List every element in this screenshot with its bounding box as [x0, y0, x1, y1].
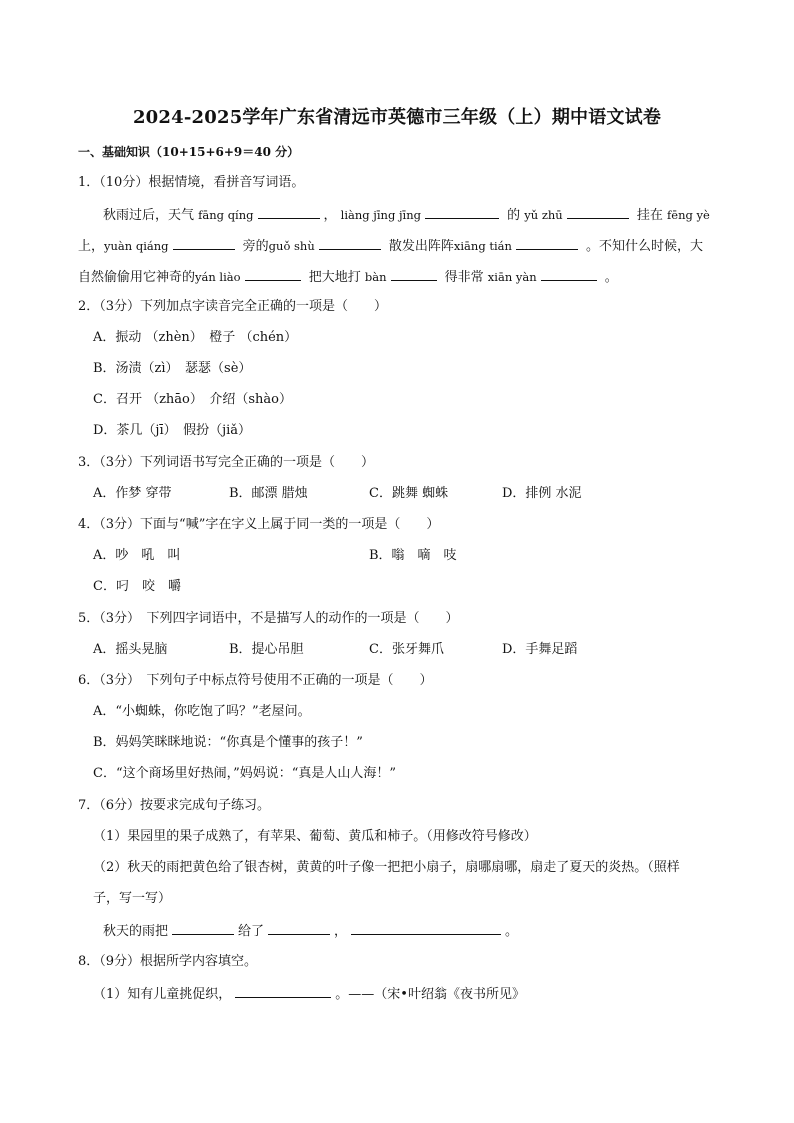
- question-8-stem: 8．（9分）根据所学内容填空。: [78, 954, 258, 969]
- pinyin: yǔ zhū: [524, 208, 563, 222]
- option-c[interactable]: C．跳舞 蜘蛛: [369, 486, 449, 501]
- answer-blank[interactable]: [391, 267, 437, 281]
- answer-blank[interactable]: [235, 984, 331, 998]
- option-c[interactable]: C．张牙舞爪: [369, 642, 444, 657]
- answer-blank[interactable]: [245, 267, 301, 281]
- question-5-stem: 5．（3分） 下列四字词语中，不是描写人的动作的一项是（ ）: [78, 611, 459, 626]
- question-6-stem: 6．（3分） 下列句子中标点符号使用不正确的一项是（ ）: [78, 673, 433, 688]
- option-d[interactable]: D．排例 水泥: [502, 486, 582, 501]
- pinyin: yuàn qiáng: [104, 239, 169, 253]
- question-8-sub-1: （1）知有儿童挑促织， 。——（宋•叶绍翁《夜书所见》: [93, 984, 525, 1004]
- option-a[interactable]: A．摇头晃脑: [93, 642, 168, 657]
- question-7-sub-2-cont: 子，写一写）: [93, 891, 172, 906]
- question-3-stem: 3．（3分）下列词语书写完全正确的一项是（ ）: [78, 455, 375, 470]
- option-b[interactable]: B．提心吊胆: [229, 642, 304, 657]
- question-7-sub-2: （2）秋天的雨把黄色给了银杏树，黄黄的叶子像一把把小扇子，扇哪扇哪，扇走了夏天的炎热。（照样: [93, 860, 680, 875]
- answer-blank[interactable]: [173, 236, 235, 250]
- option-c[interactable]: C．叼 咬 嚼: [93, 579, 181, 594]
- answer-blank[interactable]: [425, 205, 499, 219]
- pinyin: bàn: [364, 270, 387, 284]
- pinyin: fēng yè: [667, 208, 710, 222]
- section-heading: 一、基础知识（10+15+6+9＝40 分）: [78, 145, 300, 159]
- option-a[interactable]: A．“小蜘蛛，你吃饱了吗？”老屋问。: [93, 704, 311, 719]
- answer-blank[interactable]: [567, 205, 629, 219]
- pinyin: fāng qíng: [198, 208, 254, 222]
- question-7-stem: 7．（6分）按要求完成句子练习。: [78, 798, 271, 813]
- option-d[interactable]: D．茶几（jī） 假扮（jiǎ）: [93, 423, 252, 438]
- answer-blank[interactable]: [351, 921, 501, 935]
- answer-blank[interactable]: [319, 236, 381, 250]
- question-2-stem: 2．（3分）下列加点字读音完全正确的一项是（ ）: [78, 299, 388, 314]
- page-title: 2024-2025学年广东省清远市英德市三年级（上）期中语文试卷: [132, 107, 662, 128]
- option-b[interactable]: B．汤渍（zì） 瑟瑟（sè）: [93, 361, 252, 376]
- question-1-stem: 1．（10分）根据情境，看拼音写词语。: [78, 175, 305, 190]
- option-a[interactable]: A．吵 吼 叫: [93, 548, 181, 563]
- question-7-sub-1: （1）果园里的果子成熟了，有苹果、葡萄、黄瓜和柿子。（用修改符号修改）: [93, 829, 537, 844]
- option-b[interactable]: B．邮漂 腊烛: [229, 486, 308, 501]
- question-7-fill-line: 秋天的雨把 给了 ， 。: [103, 921, 518, 941]
- option-a[interactable]: A．作梦 穿带: [93, 486, 172, 501]
- answer-blank[interactable]: [541, 267, 597, 281]
- pinyin: yán liào: [195, 270, 241, 284]
- answer-blank[interactable]: [268, 921, 330, 935]
- question-1-line-3: 自然偷偷用它神奇的yán liào 把大地打 bàn 得非常 xiān yàn 。: [78, 267, 618, 287]
- option-b[interactable]: B．嗡 嘀 吱: [369, 548, 457, 563]
- question-1-line-1: 秋雨过后，天气 fāng qíng ， liàng jīng jīng 的 yǔ zhū 挂在 fēng yè: [103, 205, 710, 225]
- pinyin: liàng jīng jīng: [340, 208, 421, 222]
- option-c[interactable]: C．“这个商场里好热闹，”妈妈说：“真是人山人海！”: [93, 766, 397, 781]
- answer-blank[interactable]: [172, 921, 234, 935]
- option-c[interactable]: C．召开 （zhāo） 介绍（shào）: [93, 392, 292, 407]
- option-a[interactable]: A．振动 （zhèn） 橙子 （chén）: [93, 330, 298, 345]
- question-1-line-2: 上，yuàn qiáng 旁的guǒ shù 散发出阵阵xiāng tián 。不知什么时候，大: [78, 236, 703, 256]
- pinyin: guǒ shù: [268, 239, 315, 253]
- option-d[interactable]: D．手舞足蹈: [502, 642, 578, 657]
- answer-blank[interactable]: [258, 205, 320, 219]
- question-4-stem: 4．（3分）下面与“喊”字在字义上属于同一类的一项是（ ）: [78, 517, 440, 532]
- answer-blank[interactable]: [516, 236, 578, 250]
- pinyin: xiān yàn: [487, 270, 537, 284]
- option-b[interactable]: B．妈妈笑眯眯地说：“你真是个懂事的孩子！”: [93, 735, 363, 750]
- pinyin: xiāng tián: [453, 239, 512, 253]
